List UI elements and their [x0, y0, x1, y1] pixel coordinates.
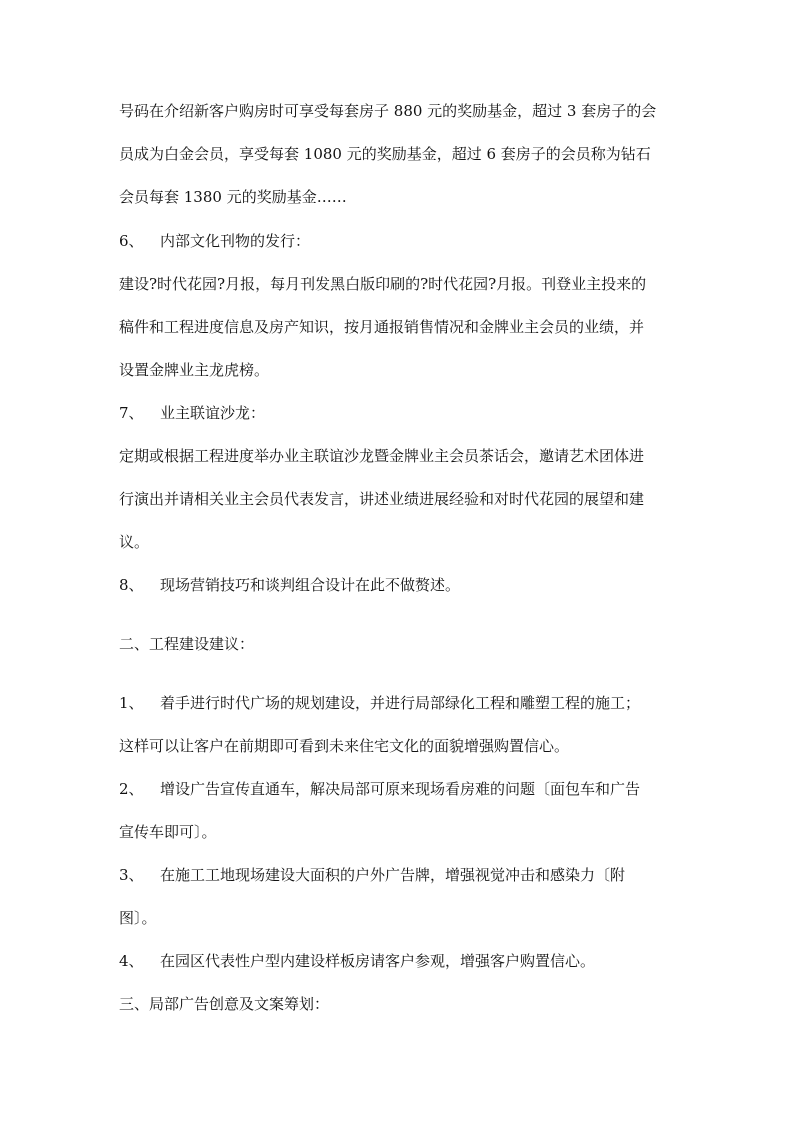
item-6-body-2: 稿件和工程进度信息及房产知识，按月通报销售情况和金牌业主会员的业绩，并 [119, 318, 645, 336]
intro-line-2: 员成为白金会员，享受每套 1080 元的奖励基金，超过 6 套房子的会员称为钻石 [119, 145, 651, 163]
item-8-heading [119, 575, 699, 595]
item-7-heading [119, 403, 699, 423]
section-2-item-2-text: 增设广告宣传直通车，解决局部可原来现场看房难的问题〔面包车和广告 [160, 780, 641, 798]
item-8-title: 现场营销技巧和谈判组合设计在此不做赘述。 [160, 576, 461, 594]
section-2-item-2-cont: 宣传车即可〕。 [119, 823, 217, 841]
section-2-item-2-number: 2、 [119, 780, 144, 798]
intro-line-1: 号码在介绍新客户购房时可享受每套房子 880 元的奖励基金，超过 3 套房子的会 [119, 102, 657, 120]
section-2-item-3 [119, 865, 699, 885]
section-3-heading: 三、局部广告创意及文案筹划： [119, 995, 330, 1013]
item-7-body-1: 定期或根据工程进度举办业主联谊沙龙暨金牌业主会员茶话会，邀请艺术团体进 [119, 447, 645, 465]
item-7-number: 7、 [119, 404, 144, 422]
section-2-item-1-cont: 这样可以让客户在前期即可看到未来住宅文化的面貌增强购置信心。 [119, 737, 570, 755]
intro-line-3: 会员每套 1380 元的奖励基金…… [119, 188, 347, 206]
section-2-item-1 [119, 693, 699, 713]
section-2-heading: 二、工程建设建议： [119, 635, 255, 653]
section-2-item-4 [119, 951, 699, 971]
item-6-number: 6、 [119, 232, 144, 250]
item-7-body-3: 议。 [119, 533, 150, 551]
section-2-item-3-text: 在施工工地现场建设大面积的户外广告牌，增强视觉冲击和感染力〔附 [160, 866, 626, 884]
section-2-item-2 [119, 779, 699, 799]
item-6-body-3: 设置金牌业主龙虎榜。 [119, 361, 270, 379]
section-2-item-3-cont: 图〕。 [119, 909, 157, 927]
item-6-body-1: 建设?时代花园?月报，每月刊发黑白版印刷的?时代花园?月报。刊登业主投来的 [119, 275, 647, 293]
item-6-title: 内部文化刊物的发行： [160, 232, 311, 250]
section-2-item-3-number: 3、 [119, 866, 144, 884]
item-7-title: 业主联谊沙龙： [160, 404, 266, 422]
section-2-item-4-number: 4、 [119, 952, 144, 970]
item-7-body-2: 行演出并请相关业主会员代表发言，讲述业绩进展经验和对时代花园的展望和建 [119, 490, 645, 508]
section-2-item-4-text: 在园区代表性户型内建设样板房请客户参观，增强客户购置信心。 [160, 952, 596, 970]
item-8-number: 8、 [119, 576, 144, 594]
section-2-item-1-number: 1、 [119, 694, 144, 712]
item-6-heading [119, 231, 699, 251]
section-2-item-1-text: 着手进行时代广场的规划建设，并进行局部绿化工程和雕塑工程的施工； [160, 694, 641, 712]
